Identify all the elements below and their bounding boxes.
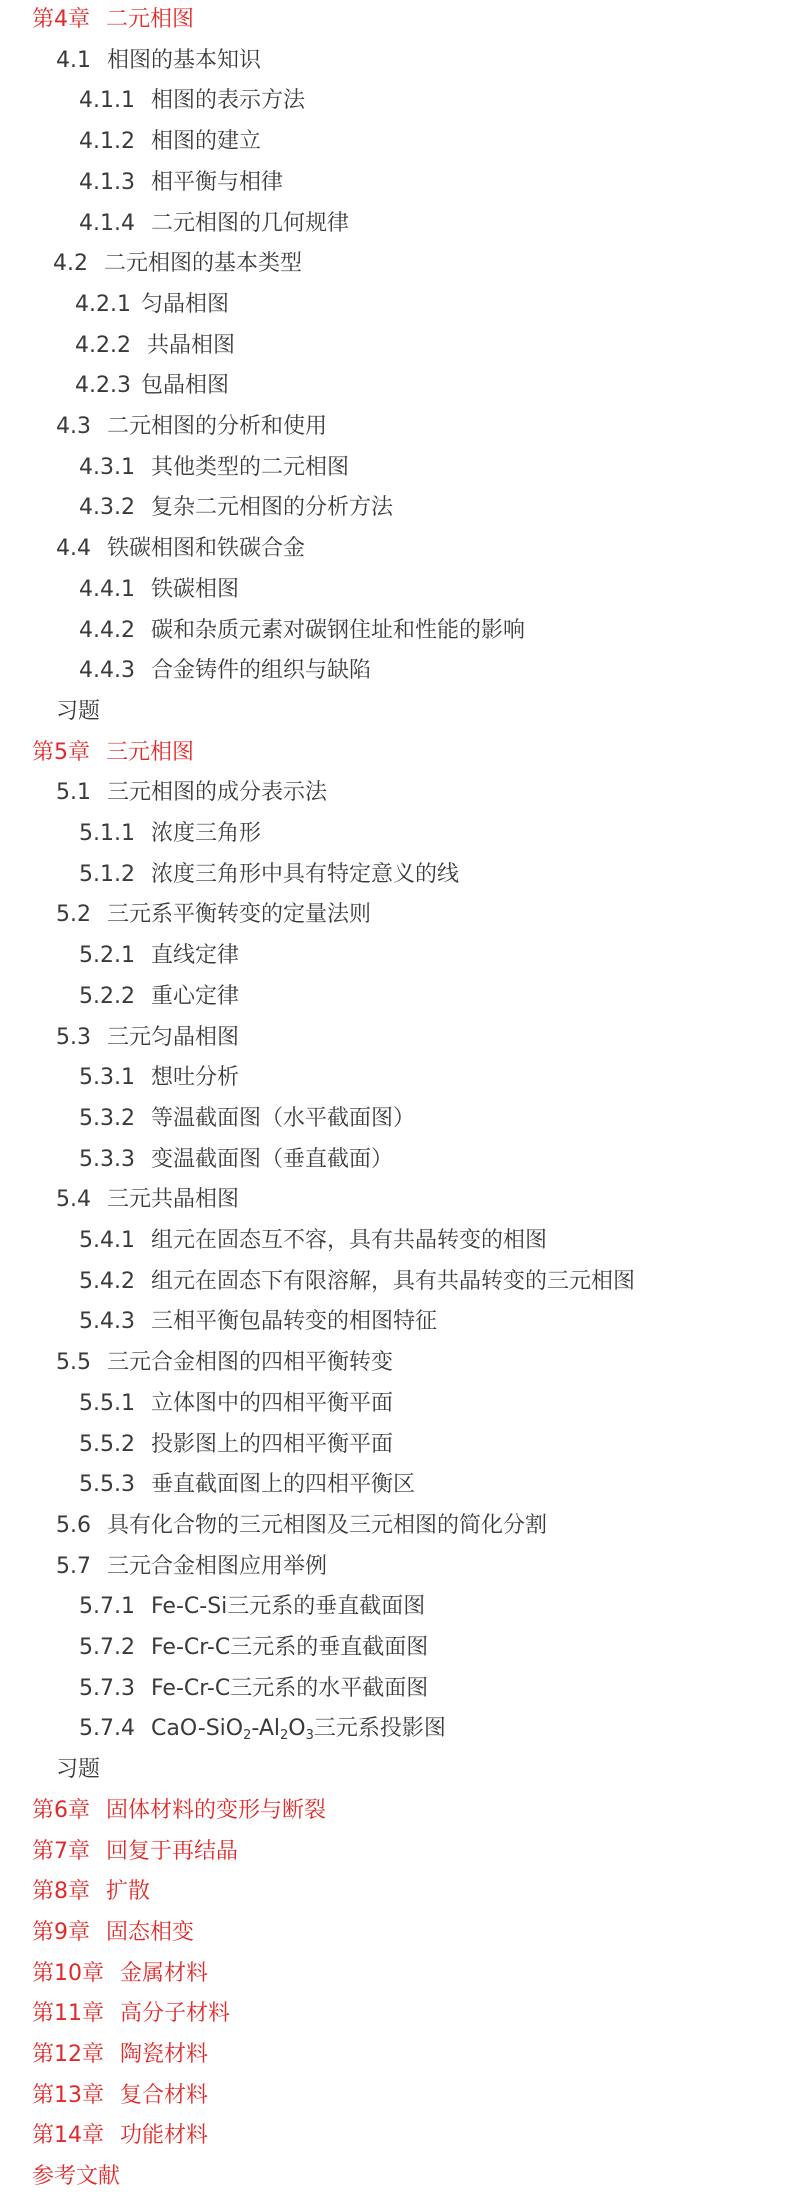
- section-entry[interactable]: [56, 1506, 547, 1546]
- entry-number: 5.2: [56, 902, 91, 928]
- entry-title: 二元相图的分析和使用: [107, 414, 328, 439]
- entry-title: 三元合金相图的四相平衡转变: [107, 1350, 394, 1376]
- entry-title: 三元匀晶相图: [107, 1024, 240, 1050]
- entry-title: [151, 1709, 446, 1749]
- entry-number: 4.2: [53, 251, 88, 277]
- subscript: 3: [305, 1728, 314, 1744]
- subsection-entry[interactable]: [79, 1384, 393, 1424]
- title-part: O: [288, 1716, 306, 1742]
- entry-number: 第6章: [32, 1797, 90, 1823]
- entry-number: 5.7: [56, 1553, 91, 1579]
- entry-number: 5.4.3: [79, 1309, 135, 1335]
- section-entry[interactable]: [56, 1750, 100, 1790]
- chapter-entry[interactable]: [32, 1954, 208, 1994]
- section-entry[interactable]: [56, 407, 327, 447]
- entry-number: 4.3.1: [79, 454, 135, 480]
- entry-number: 第4章: [32, 7, 90, 32]
- section-entry[interactable]: [56, 1343, 393, 1383]
- section-entry[interactable]: [56, 1180, 239, 1220]
- entry-title: 相图的基本知识: [107, 47, 262, 73]
- entry-number: 5.7.1: [79, 1594, 135, 1620]
- subsection-entry[interactable]: [75, 366, 229, 406]
- section-entry[interactable]: [56, 895, 371, 935]
- subsection-entry[interactable]: [79, 611, 525, 651]
- entry-title: 二元相图的基本类型: [104, 251, 303, 277]
- entry-title: 扩散: [106, 1879, 151, 1905]
- subsection-entry[interactable]: [79, 1425, 393, 1465]
- entry-title: 铁碳相图和铁碳合金: [107, 536, 306, 562]
- chapter-entry[interactable]: [32, 1832, 238, 1872]
- chapter-entry[interactable]: [32, 1791, 326, 1831]
- entry-title: 等温截面图（水平截面图）: [150, 1105, 415, 1131]
- entry-title: 三元系平衡转变的定量法则: [107, 902, 372, 928]
- subsection-entry[interactable]: [79, 936, 239, 976]
- subsection-entry[interactable]: [79, 81, 305, 121]
- entry-number: 第13章: [32, 2082, 104, 2108]
- entry-number: 4.2.1: [75, 291, 131, 317]
- chapter-entry[interactable]: [32, 1913, 194, 1953]
- entry-title: Fe-Cr-C三元系的水平截面图: [150, 1675, 429, 1701]
- title-part: CaO-SiO: [150, 1716, 244, 1742]
- entry-number: 5.5.2: [79, 1431, 135, 1457]
- entry-title: 相平衡与相律: [150, 169, 283, 195]
- entry-number: 4.1.2: [79, 129, 135, 155]
- entry-title: 组元在固态互不容，具有共晶转变的相图: [150, 1228, 547, 1253]
- subsection-entry[interactable]: [79, 1587, 425, 1627]
- entry-title: 三元合金相图应用举例: [107, 1553, 328, 1579]
- entry-title: 复杂二元相图的分析方法: [150, 495, 393, 521]
- entry-title: 三相平衡包晶转变的相图特征: [150, 1309, 437, 1335]
- entry-number: 5.2.1: [79, 943, 135, 969]
- subsection-entry[interactable]: [79, 1058, 239, 1098]
- entry-number: 第12章: [32, 2042, 104, 2067]
- entry-title: 相图的表示方法: [150, 88, 305, 114]
- entry-number: 4.4.3: [79, 658, 135, 684]
- title-part: 三元系投影图: [313, 1716, 446, 1742]
- entry-number: 5.7.4: [79, 1716, 135, 1742]
- entry-number: 5.4.1: [79, 1228, 135, 1253]
- entry-title: 固体材料的变形与断裂: [106, 1797, 327, 1823]
- entry-number: 4.3.2: [79, 495, 135, 521]
- entry-title: 包晶相图: [140, 373, 229, 399]
- subsection-entry[interactable]: [79, 1262, 635, 1302]
- entry-number: 4.2.2: [75, 332, 131, 358]
- subsection-entry[interactable]: [79, 163, 283, 203]
- subsection-entry[interactable]: [79, 1099, 415, 1139]
- entry-number: 4.1.3: [79, 169, 135, 195]
- section-entry[interactable]: [56, 773, 327, 813]
- subsection-entry[interactable]: [79, 570, 239, 610]
- section-entry[interactable]: [56, 692, 100, 732]
- subsection-entry[interactable]: [79, 977, 239, 1017]
- subsection-entry[interactable]: [79, 1302, 437, 1342]
- entry-title: 相图的建立: [150, 129, 261, 155]
- entry-number: 4.4.1: [79, 576, 135, 602]
- entry-number: 5.3: [56, 1024, 91, 1050]
- entry-number: 第11章: [32, 2001, 104, 2027]
- entry-number: 第10章: [32, 1960, 104, 1986]
- entry-title: 高分子材料: [120, 2001, 231, 2027]
- entry-title: 投影图上的四相平衡平面: [150, 1431, 393, 1457]
- entry-title: 习题: [56, 1757, 101, 1783]
- chapter-entry[interactable]: [32, 2076, 208, 2116]
- subsection-entry[interactable]: [79, 1709, 446, 1749]
- entry-title: 浓度三角形: [150, 821, 261, 846]
- entry-number: 5.5.3: [79, 1472, 135, 1498]
- subsection-entry[interactable]: [79, 204, 349, 244]
- entry-title: 具有化合物的三元相图及三元相图的简化分割: [107, 1512, 548, 1538]
- entry-title: 变温截面图（垂直截面）: [150, 1146, 393, 1172]
- entry-title: 其他类型的二元相图: [150, 454, 349, 480]
- entry-title: 习题: [56, 698, 101, 724]
- subsection-entry[interactable]: [79, 488, 393, 528]
- entry-title: 三元共晶相图: [107, 1187, 240, 1213]
- entry-title: 二元相图: [106, 7, 195, 32]
- entry-number: 第14章: [32, 2123, 104, 2149]
- entry-number: 5.6: [56, 1512, 91, 1538]
- entry-title: 金属材料: [120, 1960, 209, 1986]
- entry-title: 陶瓷材料: [120, 2042, 209, 2067]
- entry-number: 5.3.3: [79, 1146, 135, 1172]
- subsection-entry[interactable]: [79, 1221, 547, 1261]
- subscript: 2: [280, 1728, 289, 1744]
- section-entry[interactable]: [56, 1018, 239, 1058]
- entry-number: 5.4: [56, 1187, 91, 1213]
- entry-title: 三元相图: [106, 739, 195, 765]
- subsection-entry[interactable]: [79, 1465, 415, 1505]
- chapter-entry[interactable]: [32, 0, 194, 40]
- entry-title: 碳和杂质元素对碳钢住址和性能的影响: [150, 617, 525, 643]
- entry-number: 5.2.2: [79, 983, 135, 1009]
- entry-title: 共晶相图: [146, 332, 235, 358]
- subsection-entry[interactable]: [79, 855, 459, 895]
- subsection-entry[interactable]: [79, 1669, 428, 1709]
- title-part: -Al: [251, 1716, 280, 1742]
- entry-number: 5.3.1: [79, 1065, 135, 1091]
- entry-number: 5.1.1: [79, 821, 135, 846]
- subsection-entry[interactable]: [79, 1628, 428, 1668]
- section-entry[interactable]: [56, 1547, 327, 1587]
- entry-number: 第9章: [32, 1919, 90, 1945]
- entry-number: 第8章: [32, 1879, 90, 1905]
- entry-number: 4.1.1: [79, 88, 135, 114]
- entry-title: 功能材料: [120, 2123, 209, 2149]
- subsection-entry[interactable]: [79, 448, 349, 488]
- entry-title: 回复于再结晶: [106, 1838, 239, 1864]
- entry-number: 4.4.2: [79, 617, 135, 643]
- chapter-entry[interactable]: [32, 733, 194, 773]
- entry-number: 4.1: [56, 47, 91, 73]
- entry-title: 参考文献: [32, 2164, 121, 2190]
- entry-number: 5.5: [56, 1350, 91, 1376]
- entry-title: 复合材料: [120, 2082, 209, 2108]
- subsection-entry[interactable]: [79, 1140, 393, 1180]
- entry-number: 4.4: [56, 536, 91, 562]
- chapter-entry[interactable]: [32, 1994, 230, 2034]
- entry-number: 第5章: [32, 739, 90, 765]
- entry-title: 合金铸件的组织与缺陷: [150, 658, 371, 684]
- entry-number: 第7章: [32, 1838, 90, 1864]
- subscript: 2: [243, 1728, 252, 1744]
- chapter-entry[interactable]: [32, 2157, 120, 2197]
- entry-title: 固态相变: [106, 1919, 195, 1945]
- section-entry[interactable]: [56, 529, 305, 569]
- entry-title: 重心定律: [150, 983, 239, 1009]
- entry-number: 5.4.2: [79, 1268, 135, 1294]
- entry-title: 立体图中的四相平衡平面: [150, 1390, 393, 1416]
- entry-number: 5.7.2: [79, 1635, 135, 1660]
- entry-title: Fe-C-Si三元系的垂直截面图: [150, 1594, 426, 1620]
- chapter-entry[interactable]: [32, 2035, 208, 2075]
- chapter-entry[interactable]: [32, 1872, 150, 1912]
- entry-number: 5.1: [56, 780, 91, 806]
- entry-title: 组元在固态下有限溶解，具有共晶转变的三元相图: [150, 1268, 635, 1294]
- entry-title: 匀晶相图: [140, 291, 229, 317]
- entry-number: 4.1.4: [79, 210, 135, 236]
- entry-title: 垂直截面图上的四相平衡区: [150, 1472, 415, 1498]
- section-entry[interactable]: [53, 244, 302, 284]
- subsection-entry[interactable]: [75, 326, 235, 366]
- subsection-entry[interactable]: [75, 285, 229, 325]
- subsection-entry[interactable]: [79, 651, 371, 691]
- entry-number: 4.2.3: [75, 373, 131, 399]
- entry-title: 浓度三角形中具有特定意义的线: [150, 861, 459, 887]
- entry-title: 二元相图的几何规律: [150, 210, 349, 236]
- section-entry[interactable]: [56, 41, 261, 81]
- entry-title: 三元相图的成分表示法: [107, 780, 328, 806]
- entry-title: 铁碳相图: [150, 576, 239, 602]
- entry-title: Fe-Cr-C三元系的垂直截面图: [150, 1635, 429, 1660]
- subsection-entry[interactable]: [79, 814, 261, 854]
- entry-number: 5.7.3: [79, 1675, 135, 1701]
- entry-number: 4.3: [56, 414, 91, 439]
- subsection-entry[interactable]: [79, 122, 261, 162]
- entry-number: 5.5.1: [79, 1390, 135, 1416]
- chapter-entry[interactable]: [32, 2116, 208, 2156]
- entry-title: 想吐分析: [150, 1065, 239, 1091]
- entry-number: 5.3.2: [79, 1105, 135, 1131]
- entry-number: 5.1.2: [79, 861, 135, 887]
- entry-title: 直线定律: [150, 943, 239, 969]
